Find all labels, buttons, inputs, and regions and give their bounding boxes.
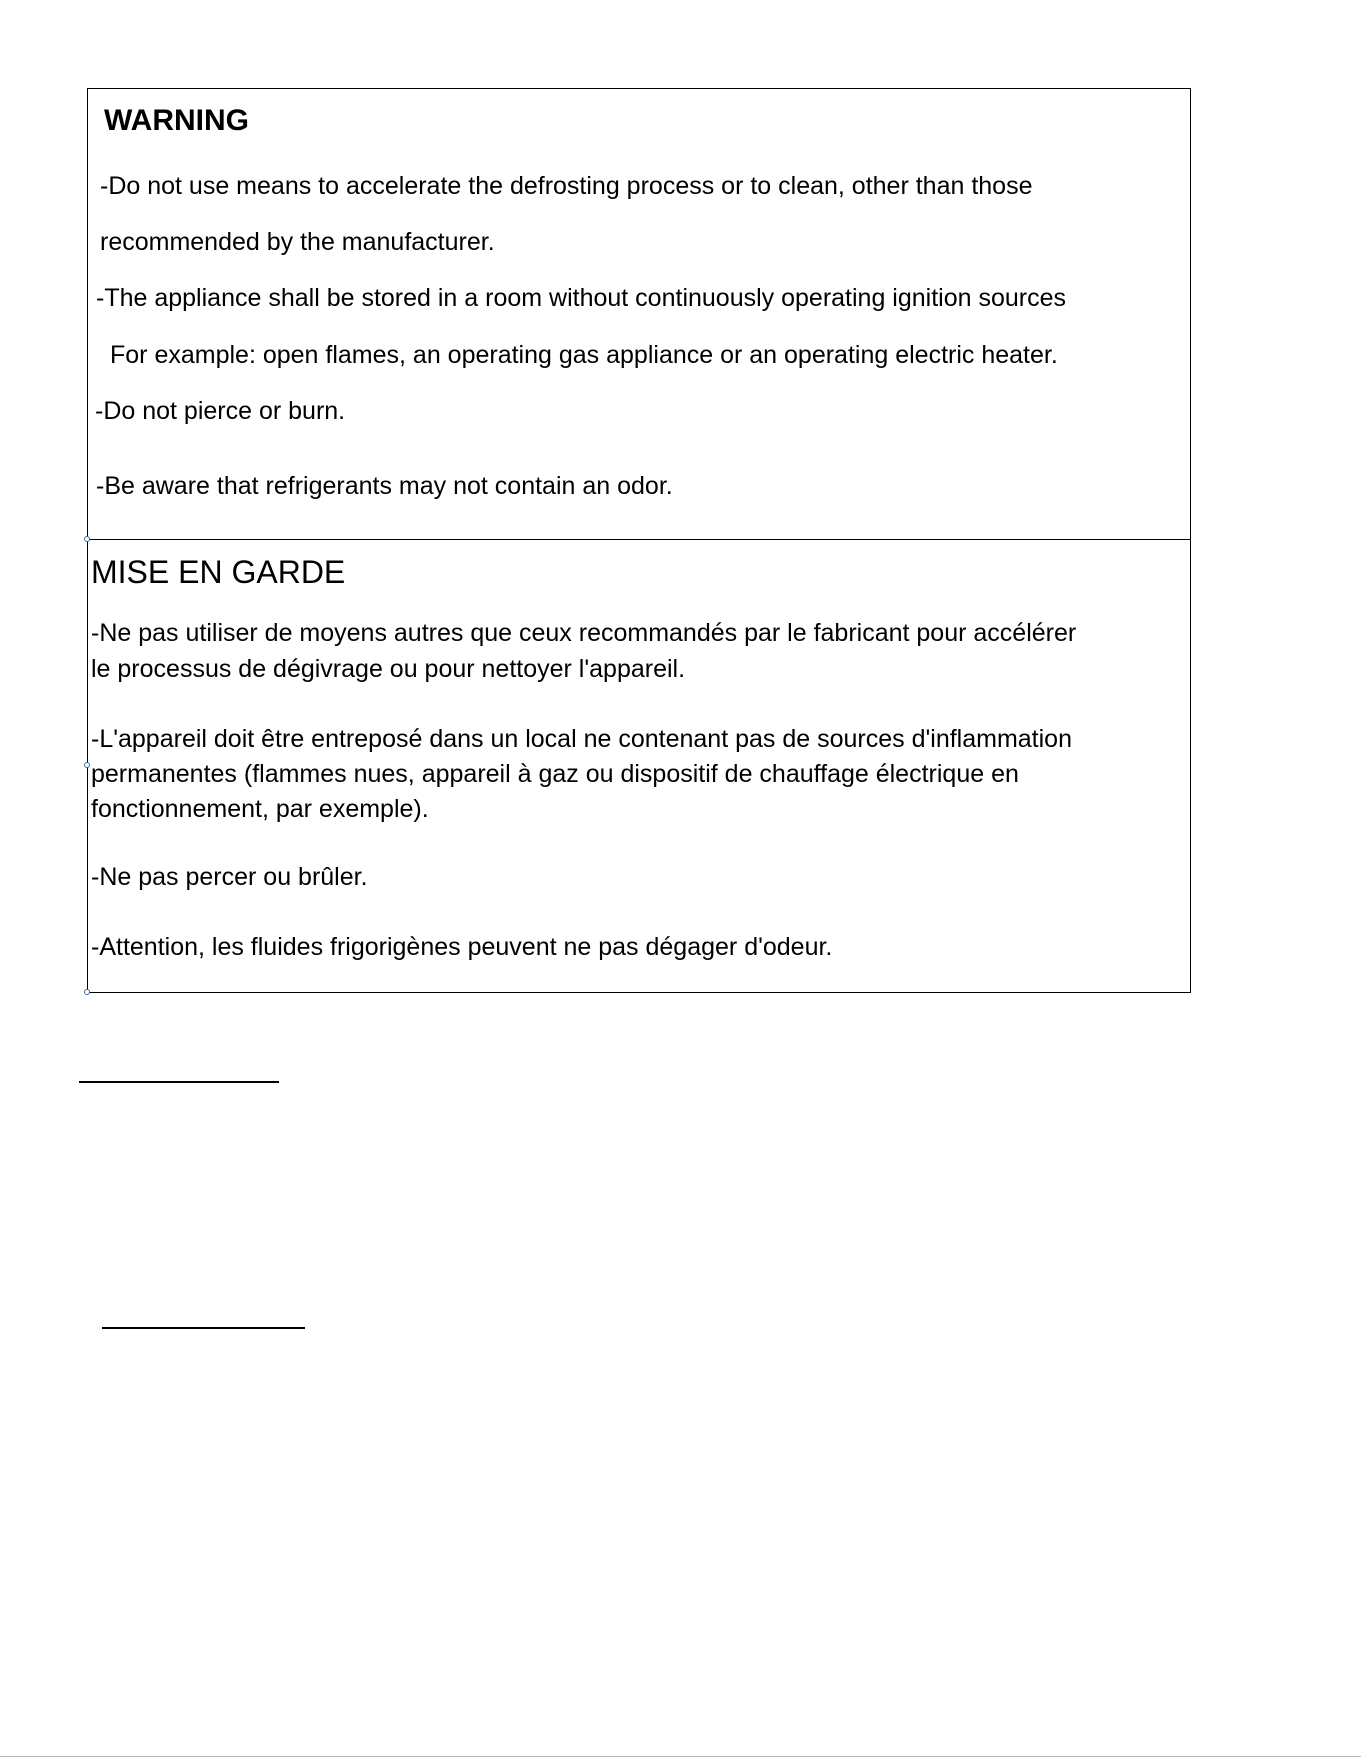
warning-heading: WARNING — [104, 104, 249, 137]
warning-line: -Do not use means to accelerate the defrosting process or to clean, other than those — [100, 172, 1033, 200]
warning-box — [87, 88, 1191, 540]
underline-rule — [102, 1327, 305, 1329]
mise-en-garde-line: le processus de dégivrage ou pour nettoyer l'appareil. — [91, 655, 686, 683]
mise-en-garde-line: -Ne pas utiliser de moyens autres que ceux recommandés par le fabricant pour accélérer — [91, 619, 1077, 647]
mise-en-garde-box — [87, 539, 1191, 993]
resize-handle[interactable] — [84, 762, 90, 768]
mise-en-garde-line: fonctionnement, par exemple). — [91, 795, 429, 823]
mise-en-garde-line: -Attention, les fluides frigorigènes peuvent ne pas dégager d'odeur. — [91, 933, 833, 961]
resize-handle[interactable] — [84, 989, 90, 995]
page-edge — [0, 1756, 1361, 1757]
warning-line: -The appliance shall be stored in a room without continuously operating ignition sources — [96, 284, 1067, 312]
warning-line: -Be aware that refrigerants may not contain an odor. — [96, 472, 673, 500]
mise-en-garde-line: permanentes (flammes nues, appareil à gaz ou dispositif de chauffage électrique en — [91, 760, 1019, 788]
mise-en-garde-line: -Ne pas percer ou brûler. — [91, 863, 368, 891]
mise-en-garde-heading: MISE EN GARDE — [91, 554, 346, 590]
underline-rule — [79, 1081, 279, 1083]
mise-en-garde-line: -L'appareil doit être entreposé dans un local ne contenant pas de sources d'inflammation — [91, 725, 1072, 753]
warning-line: recommended by the manufacturer. — [100, 228, 495, 256]
warning-line: -Do not pierce or burn. — [95, 397, 346, 425]
resize-handle[interactable] — [84, 536, 90, 542]
warning-line: For example: open flames, an operating gas appliance or an operating electric heater. — [110, 341, 1058, 369]
